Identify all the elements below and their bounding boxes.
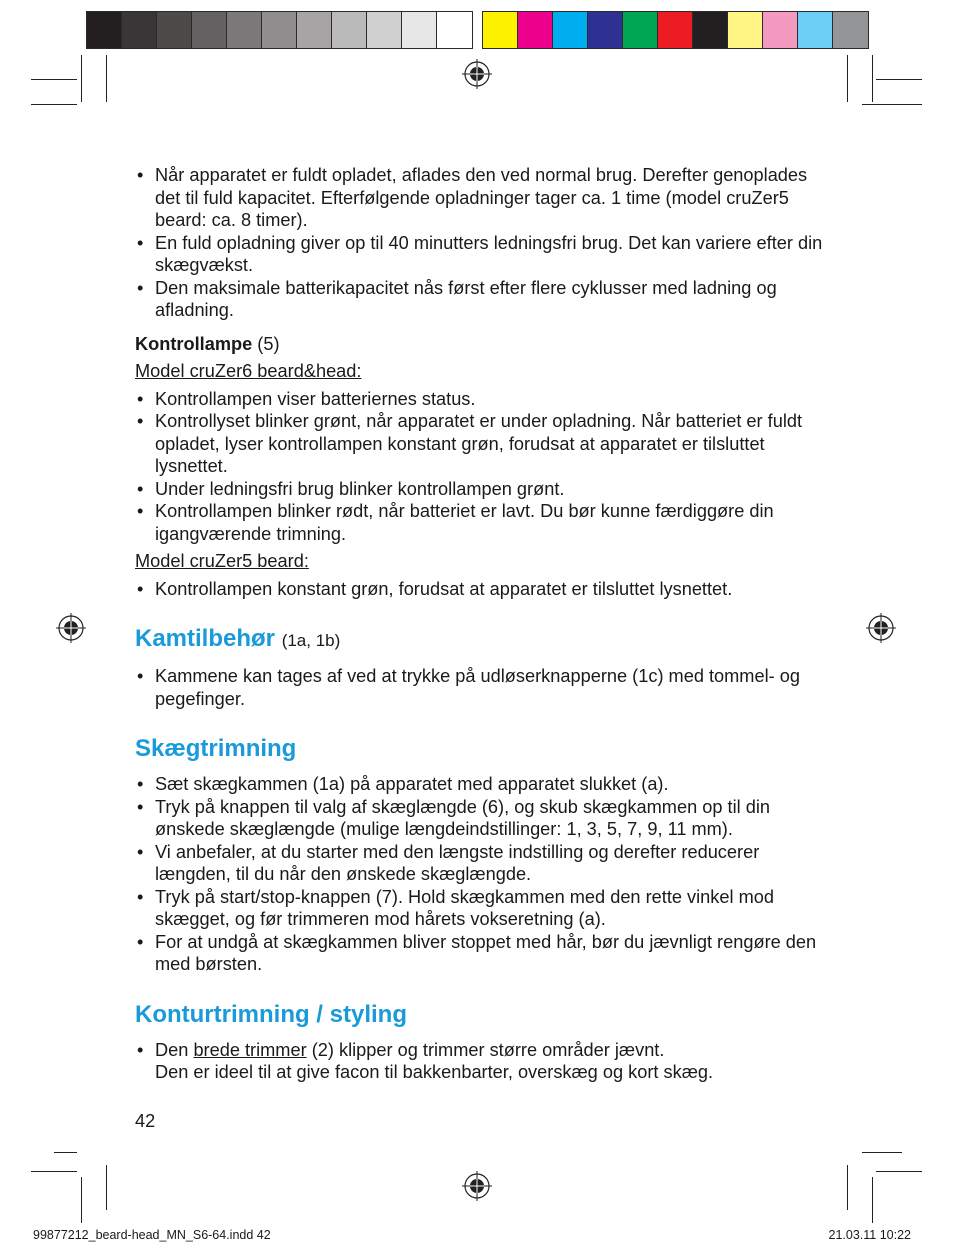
crop-mark <box>876 1171 922 1172</box>
list-item: • Kontrollampen konstant grøn, forudsat at apparatet er tilsluttet lysnettet. <box>135 578 835 601</box>
skaegtrimning-heading: Skægtrimning <box>135 735 297 762</box>
registration-mark-icon <box>462 59 492 89</box>
crop-mark <box>54 1152 77 1153</box>
color-swatch <box>227 12 262 48</box>
model5-bullet-list <box>135 578 835 601</box>
list-item: • Vi anbefaler, at du starter med den længste indstilling og derefter reducerer længden, til du når den ønskede skæglængde. <box>135 841 835 886</box>
crop-mark <box>847 1165 848 1210</box>
list-item <box>135 1039 835 1084</box>
color-swatch <box>192 12 227 48</box>
konturtrimning-heading: Konturtrimning / styling <box>135 1000 407 1028</box>
list-item: • For at undgå at skægkammen bliver stoppet med hår, bør du jævnligt rengøre den med børsten. <box>135 931 835 976</box>
color-swatch <box>367 12 402 48</box>
crop-mark <box>862 1152 902 1153</box>
process-color-bar <box>482 11 869 49</box>
page-content <box>135 164 835 1084</box>
color-swatch <box>483 12 518 48</box>
crop-mark <box>106 1165 107 1210</box>
color-swatch <box>798 12 833 48</box>
model5-heading: Model cruZer5 beard: <box>135 551 309 571</box>
crop-mark <box>106 55 107 102</box>
list-item: • Under ledningsfri brug blinker kontrollampen grønt. <box>135 478 835 501</box>
color-swatch <box>157 12 192 48</box>
color-swatch <box>833 12 868 48</box>
color-swatch <box>297 12 332 48</box>
list-item: • Kammene kan tages af ved at trykke på udløserknapperne (1c) med tommel- og pegefinger. <box>135 665 835 710</box>
color-swatch <box>518 12 553 48</box>
bullet-rest: (2) klipper og trimmer større områder jævnt. <box>311 1039 665 1060</box>
list-item: • Den maksimale batterikapacitet nås først efter flere cyklusser med ladning og afladning. <box>135 277 835 322</box>
color-swatch <box>332 12 367 48</box>
crop-mark <box>862 104 922 105</box>
color-swatch <box>122 12 157 48</box>
grayscale-color-bar <box>86 11 473 49</box>
skaegtrimning-bullet-list <box>135 773 835 976</box>
color-swatch <box>262 12 297 48</box>
color-swatch <box>402 12 437 48</box>
registration-mark-icon <box>866 613 896 643</box>
color-swatch <box>658 12 693 48</box>
page-number: 42 <box>135 1111 156 1131</box>
kamtilbehor-bullet-list <box>135 665 835 710</box>
color-swatch <box>87 12 122 48</box>
bullet-line2: Den er ideel til at give facon til bakkenbarter, overskæg og kort skæg. <box>155 1062 714 1082</box>
kontrollampe-ref: (5) <box>257 333 280 354</box>
footer-file: 99877212_beard-head_MN_S6-64.indd 42 <box>33 1228 271 1242</box>
color-swatch <box>553 12 588 48</box>
wide-trimmer-term: brede trimmer <box>193 1039 307 1060</box>
crop-mark <box>81 1177 82 1223</box>
crop-mark <box>872 55 873 102</box>
kontrollampe-title: Kontrollampe <box>135 333 253 354</box>
registration-mark-icon <box>462 1171 492 1201</box>
list-item: • En fuld opladning giver op til 40 minutters ledningsfri brug. Det kan variere efter din skægvækst. <box>135 232 835 277</box>
color-swatch <box>623 12 658 48</box>
color-swatch <box>693 12 728 48</box>
registration-mark-icon <box>56 613 86 643</box>
list-item: • Sæt skægkammen (1a) på apparatet med apparatet slukket (a). <box>135 773 835 796</box>
list-item: • Kontrollyset blinker grønt, når apparatet er under opladning. Når batteriet er fuldt opladet, lyser kontrollampen konstant grøn, forudsat at apparatet er tilsluttet lysnettet. <box>135 410 835 478</box>
color-swatch <box>588 12 623 48</box>
list-item: • Kontrollampen viser batteriernes status. <box>135 388 835 411</box>
crop-mark <box>31 104 77 105</box>
konturtrimning-bullet-list <box>135 1039 835 1084</box>
color-swatch <box>437 12 472 48</box>
charging-bullet-list <box>135 164 835 322</box>
list-item: • Når apparatet er fuldt opladet, aflades den ved normal brug. Derefter genoplades det til fuld kapacitet. Efterfølgende opladninger tager ca. 1 time (model cruZer5 beard: ca. 8 timer). <box>135 164 835 232</box>
crop-mark <box>31 79 77 80</box>
list-item: • Kontrollampen blinker rødt, når batteriet er lavt. Du bør kunne færdiggøre din igangværende trimning. <box>135 500 835 545</box>
footer-datetime: 21.03.11 10:22 <box>828 1228 911 1242</box>
crop-mark <box>876 79 922 80</box>
color-swatch <box>728 12 763 48</box>
kontrollampe-heading <box>135 333 835 356</box>
kamtilbehor-title: Kamtilbehør <box>135 625 276 652</box>
model6-heading: Model cruZer6 beard&head: <box>135 361 362 381</box>
crop-mark <box>847 55 848 102</box>
color-swatch <box>763 12 798 48</box>
crop-mark <box>81 55 82 102</box>
model6-bullet-list <box>135 388 835 546</box>
crop-mark <box>872 1177 873 1223</box>
list-item: • Tryk på knappen til valg af skæglængde (6), og skub skægkammen op til din ønskede skæglængde (mulige længdeindstillinger: 1, 3, 5, 7, 9, 11 mm). <box>135 796 835 841</box>
list-item: • Tryk på start/stop-knappen (7). Hold skægkammen med den rette vinkel mod skægget, og før trimmeren mod hårets vokseretning (a). <box>135 886 835 931</box>
bullet-prefix: Den <box>155 1039 189 1060</box>
kamtilbehor-heading <box>135 624 835 656</box>
kamtilbehor-ref: (1a, 1b) <box>281 631 341 650</box>
crop-mark <box>31 1171 77 1172</box>
